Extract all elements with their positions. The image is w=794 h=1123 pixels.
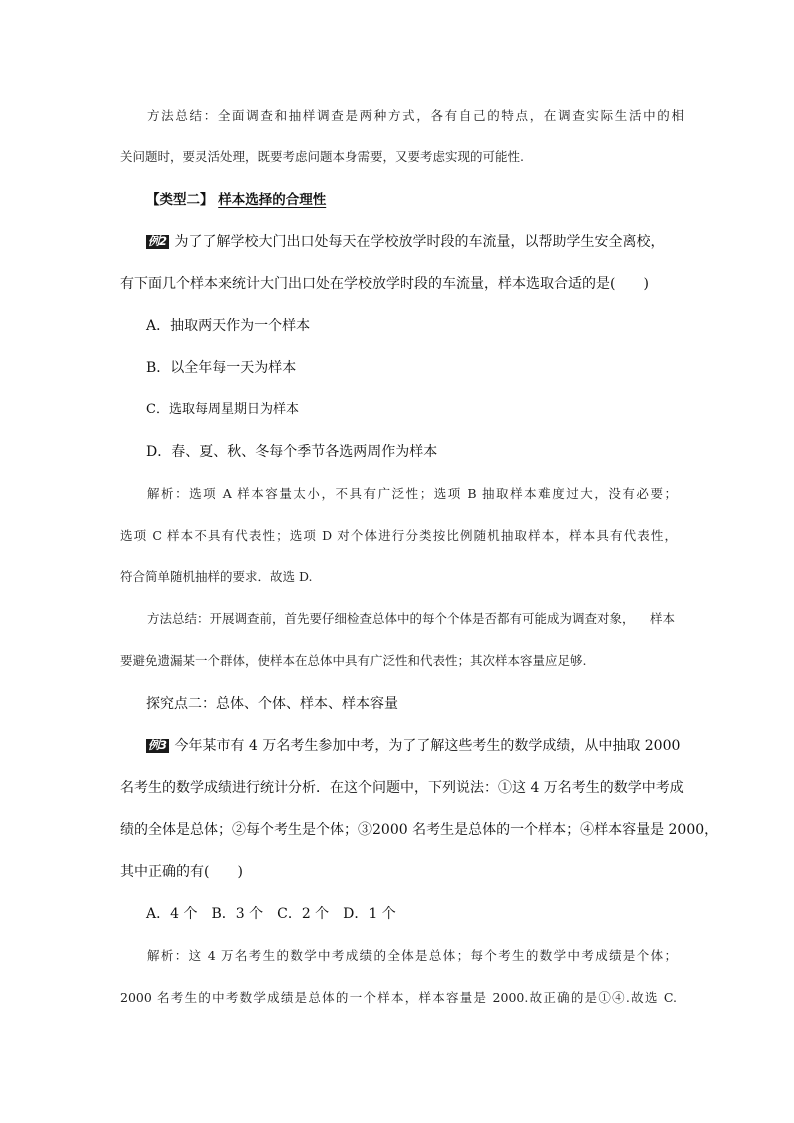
type-two-label: 【类型二】	[146, 192, 214, 208]
method-summary-2-line-2: 要避免遗漏某一个群体，使样本在总体中具有广泛性和代表性；其次样本容量应足够.	[120, 653, 587, 668]
analysis-2-line-1: 解析：选项 A 样本容量太小，不具有广泛性；选项 B 抽取样本难度过大，没有必要；	[147, 486, 677, 501]
method-summary-1-line-2: 关问题时，要灵活处理，既要考虑问题本身需要，又要考虑实现的可能性.	[120, 149, 524, 164]
analysis-3-line-2: 2000 名考生的中考数学成绩是总体的一个样本，样本容量是 2000.故正确的是①④.故选 C.	[120, 990, 677, 1005]
example-2-option-c: C．选取每周星期日为样本	[146, 402, 299, 417]
example-3-badge: 例3	[148, 738, 167, 752]
method-summary-2-line-1: 方法总结：开展调查前，首先要仔细检查总体中的每个个体是否都有可能成为调查对象，	[147, 611, 635, 626]
example-2-option-a: A．抽取两天作为一个样本	[146, 318, 311, 334]
method-summary-2-line-1-end: 样本	[650, 611, 676, 626]
example-2-option-d: D．春、夏、秋、冬每个季节各选两周作为样本	[146, 444, 438, 460]
example-3-line-3: 绩的全体是总体；②每个考生是个体；③2000 名考生是总体的一个样本；④样本容量是 2000，	[120, 822, 719, 838]
example-2-line-1	[146, 235, 678, 249]
example-3-text-1: 今年某市有 4 万名考生参加中考，为了了解这些考生的数学成绩，从中抽取 2000	[174, 738, 681, 754]
example-2-line-2: 有下面几个样本来统计大门出口处在学校放学时段的车流量，样本选取合适的是( )	[120, 276, 649, 292]
example-2-badge: 例2	[148, 234, 167, 248]
example-2-option-b: B．以全年每一天为样本	[146, 360, 297, 376]
example-3-line-1	[146, 738, 681, 754]
example-3-line-4: 其中正确的有( )	[120, 864, 243, 880]
example-2-text-1: 为了了解学校大门出口处每天在学校放学时段的车流量，以帮助学生安全离校，	[174, 234, 665, 250]
analysis-2-line-3: 符合简单随机抽样的要求．故选 D.	[120, 569, 313, 584]
analysis-2-line-2: 选项 C 样本不具有代表性；选项 D 对个体进行分类按比例随机抽取样本，样本具有代表性，	[120, 528, 677, 543]
method-summary-1-line-1: 方法总结：全面调查和抽样调查是两种方式，各有自己的特点，在调查实际生活中的相	[147, 108, 684, 123]
type-two-heading	[146, 194, 326, 208]
type-two-title: 样本选择的合理性	[218, 192, 327, 208]
example-3-line-2: 名考生的数学成绩进行统计分析．在这个问题中，下列说法：①这 4 万名考生的数学中考成	[120, 780, 684, 796]
analysis-3-line-1: 解析：这 4 万名考生的数学中考成绩的全体是总体；每个考生的数学中考成绩是个体；	[147, 948, 677, 963]
example-3-options: A．4 个 B．3 个 C．2 个 D．1 个	[146, 906, 396, 922]
explore-point-2-title: 探究点二：总体、个体、样本、样本容量	[146, 696, 398, 712]
